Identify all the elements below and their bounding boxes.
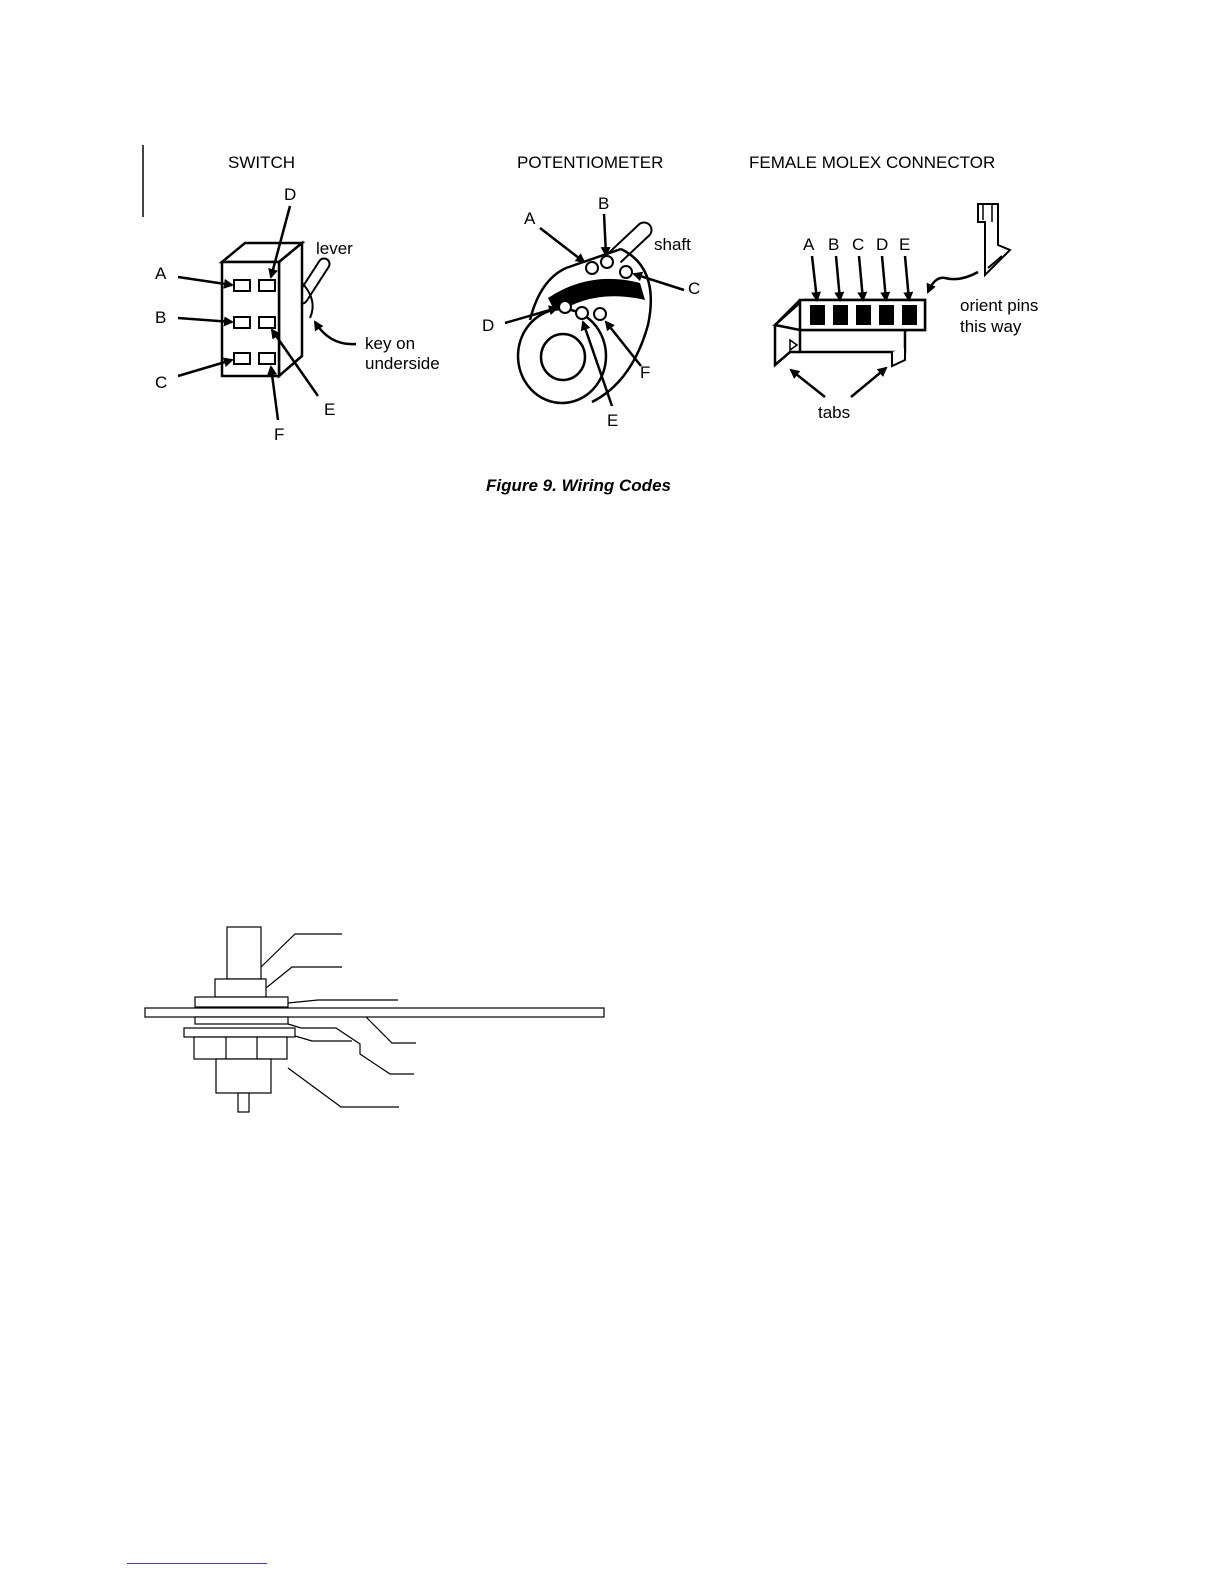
molex-orient-label-2: this way — [960, 317, 1022, 336]
switch-label-f: F — [274, 425, 285, 444]
molex-title: FEMALE MOLEX CONNECTOR — [749, 153, 996, 172]
pot-label-e: E — [607, 411, 619, 430]
pot-terminal-c — [620, 266, 632, 278]
switch-label-c: C — [155, 373, 168, 392]
potentiometer-diagram — [482, 153, 700, 430]
switch-label-d: D — [284, 185, 297, 204]
switch-lever-label: lever — [316, 239, 353, 258]
shaft-collar — [215, 979, 266, 997]
leader-panel — [366, 1017, 416, 1043]
pot-terminal-d — [559, 301, 571, 313]
molex-tabs-label: tabs — [818, 403, 851, 422]
molex-label-d: D — [876, 235, 889, 254]
pot-arrow-c — [634, 274, 684, 290]
switch-title: SWITCH — [228, 153, 296, 172]
switch-diagram — [155, 153, 440, 444]
pot-label-a: A — [524, 209, 536, 228]
molex-arrow-tab-right — [851, 368, 886, 397]
molex-diagram — [749, 153, 1038, 422]
leader-shaft — [261, 934, 342, 967]
molex-orient-label-1: orient pins — [960, 296, 1039, 315]
switch-terminal-d — [259, 280, 275, 291]
leader-nut — [295, 1036, 352, 1041]
switch-key-label-1: key on — [365, 334, 416, 353]
potentiometer-title: POTENTIOMETER — [517, 153, 664, 172]
molex-arrow-a — [812, 256, 817, 300]
switch-terminal-b — [234, 317, 250, 328]
leader-washer — [288, 1000, 398, 1003]
switch-terminal-f — [259, 353, 275, 364]
switch-arrow-key — [315, 322, 356, 344]
molex-socket-b — [833, 305, 848, 325]
pot-terminal-e — [576, 307, 588, 319]
leader-collar — [266, 967, 342, 988]
component-body — [216, 1059, 271, 1093]
pot-arrow-a — [540, 228, 584, 262]
leader-body — [288, 1068, 399, 1107]
molex-arrow-orient — [928, 272, 978, 292]
switch-terminal-e — [259, 317, 275, 328]
pot-label-d: D — [482, 316, 495, 335]
molex-socket-d — [879, 305, 894, 325]
molex-arrow-b — [836, 256, 840, 300]
hex-nut — [194, 1037, 287, 1059]
molex-arrow-e — [905, 256, 909, 300]
pot-label-c: C — [688, 279, 701, 298]
pot-terminal-f — [594, 308, 606, 320]
top-washer — [195, 997, 288, 1007]
pot-label-f: F — [640, 363, 651, 382]
switch-terminal-a — [234, 280, 250, 291]
shaft-upper — [227, 927, 261, 979]
switch-label-e: E — [324, 400, 336, 419]
molex-arrow-tab-left — [791, 370, 825, 397]
molex-label-b: B — [828, 235, 840, 254]
molex-label-a: A — [803, 235, 815, 254]
switch-key-label-2: underside — [365, 354, 440, 373]
pot-terminal-a — [586, 262, 598, 274]
leader-lock-washer — [288, 1024, 414, 1074]
switch-lever — [302, 264, 324, 298]
mounting-panel — [145, 1008, 604, 1017]
terminal-lug — [238, 1093, 249, 1112]
pot-shaft-label: shaft — [654, 235, 691, 254]
molex-arrow-d — [882, 256, 886, 300]
molex-label-c: C — [852, 235, 865, 254]
molex-pin-illustration — [978, 204, 1010, 275]
figure-caption: Figure 9. Wiring Codes — [486, 476, 671, 495]
pot-arrow-b — [604, 214, 606, 255]
molex-label-e: E — [899, 235, 911, 254]
pot-terminal-b — [601, 256, 613, 268]
switch-label-b: B — [155, 308, 167, 327]
molex-socket-e — [902, 305, 917, 325]
molex-socket-c — [856, 305, 871, 325]
mounting-cross-section — [145, 927, 604, 1112]
switch-terminal-c — [234, 353, 250, 364]
middle-washer — [195, 1017, 288, 1024]
molex-socket-a — [810, 305, 825, 325]
pot-label-b: B — [598, 194, 610, 213]
lock-washer — [184, 1028, 295, 1037]
molex-arrow-c — [859, 256, 863, 300]
switch-label-a: A — [155, 264, 167, 283]
footnote-link-underline[interactable] — [127, 1563, 267, 1564]
